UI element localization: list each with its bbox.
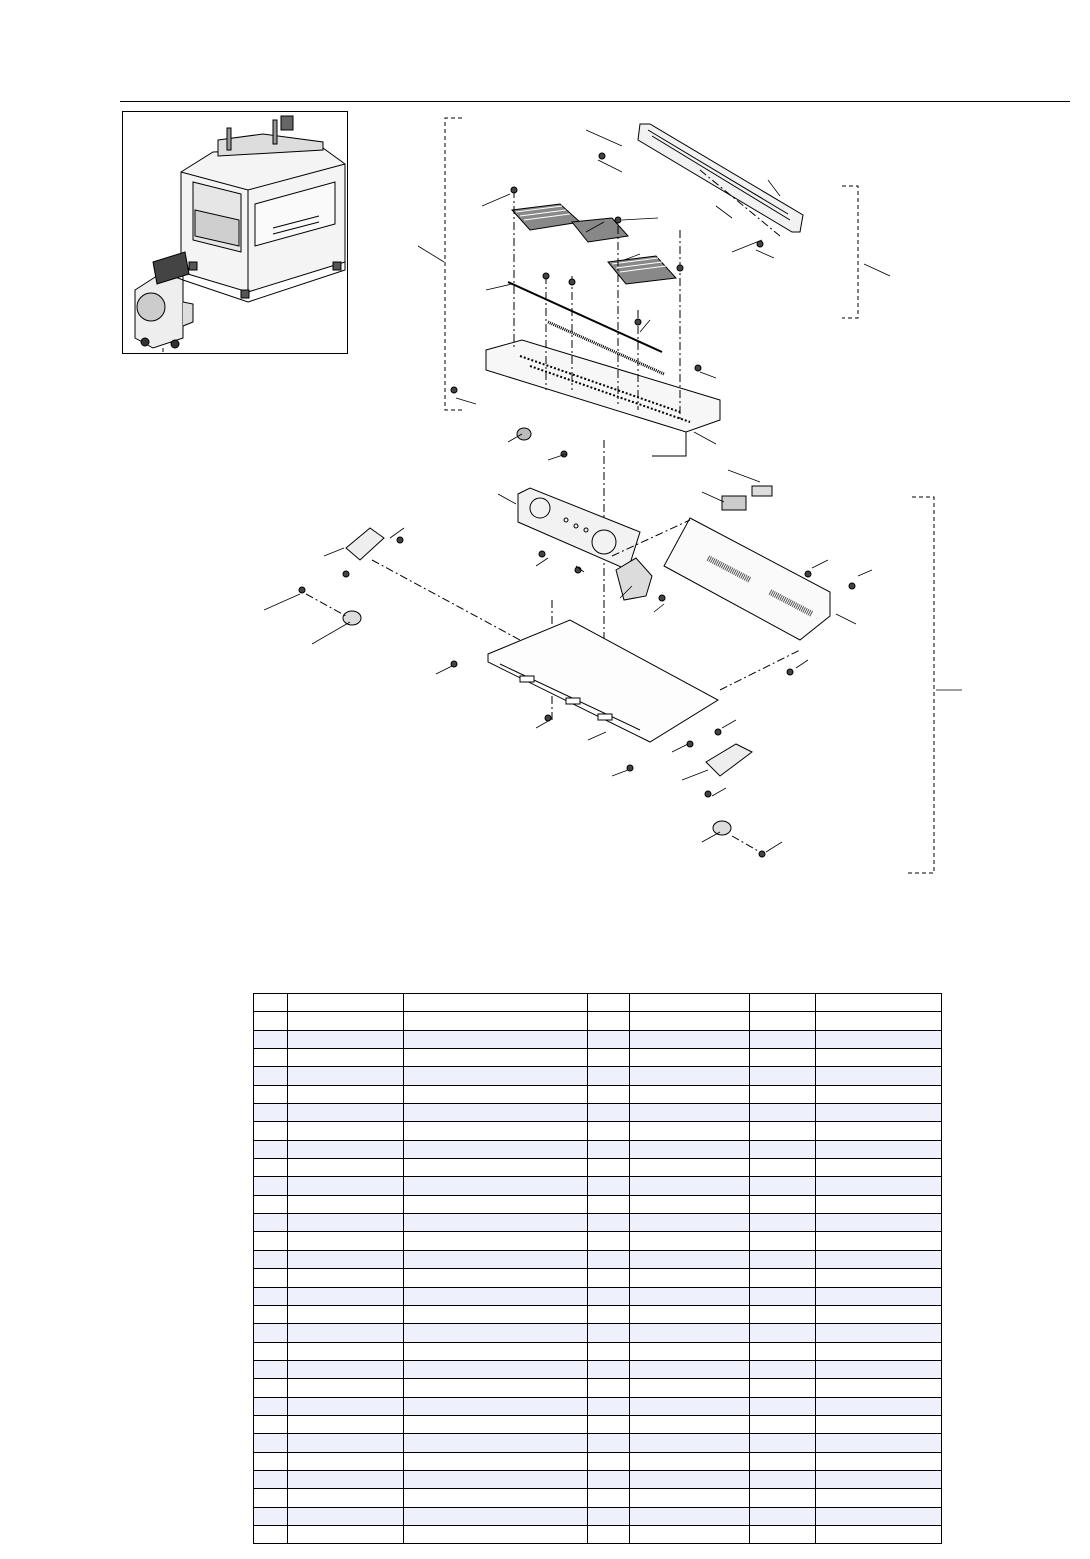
table-cell (588, 1232, 630, 1250)
table-row (254, 1452, 942, 1470)
table-cell (588, 1452, 630, 1470)
table-cell (254, 1122, 288, 1140)
table-cell (750, 1360, 816, 1378)
table-cell (404, 1470, 588, 1488)
table-cell (254, 1379, 288, 1397)
table-cell (288, 1452, 404, 1470)
table-cell (404, 1067, 588, 1085)
table-cell (288, 1140, 404, 1158)
table-cell (288, 1232, 404, 1250)
table-row (254, 1104, 942, 1122)
table-cell (404, 1177, 588, 1195)
table-cell (630, 1415, 750, 1433)
table-row (254, 1250, 942, 1268)
table-cell (288, 1324, 404, 1342)
table-cell (750, 1159, 816, 1177)
table-cell (254, 1305, 288, 1323)
table-cell (288, 1525, 404, 1543)
table-cell (588, 1250, 630, 1268)
table-cell (288, 1067, 404, 1085)
table-cell (816, 1342, 942, 1360)
table-cell (630, 1250, 750, 1268)
table-cell (630, 1122, 750, 1140)
table-row (254, 1397, 942, 1415)
table-cell (816, 1067, 942, 1085)
table-cell (588, 994, 630, 1012)
table-cell (404, 1360, 588, 1378)
guide-bar (508, 282, 662, 352)
table-cell (254, 1140, 288, 1158)
parts-list-table (253, 993, 942, 1544)
table-row (254, 1360, 942, 1378)
table-cell (254, 1085, 288, 1103)
table-cell (404, 1049, 588, 1067)
table-cell (588, 1012, 630, 1030)
table-cell (750, 1324, 816, 1342)
table-cell (288, 1287, 404, 1305)
table-cell (588, 1177, 630, 1195)
table-cell (254, 1415, 288, 1433)
table-cell (750, 1085, 816, 1103)
table-cell (254, 1030, 288, 1048)
table-cell (404, 1140, 588, 1158)
group-bracket-left (445, 118, 462, 410)
table-cell (588, 1195, 630, 1213)
table-row (254, 1214, 942, 1232)
table-cell (816, 1507, 942, 1525)
table-cell (404, 1104, 588, 1122)
table-cell (254, 1067, 288, 1085)
table-cell (816, 1397, 942, 1415)
table-cell (288, 1269, 404, 1287)
table-cell (588, 1397, 630, 1415)
table-row (254, 1434, 942, 1452)
table-cell (630, 1049, 750, 1067)
table-cell (404, 1379, 588, 1397)
table-cell (816, 1305, 942, 1323)
table-cell (404, 1305, 588, 1323)
table-cell (816, 1452, 942, 1470)
table-cell (404, 1195, 588, 1213)
gear-bracket (518, 488, 640, 570)
table-row (254, 1159, 942, 1177)
table-cell (816, 1525, 942, 1543)
table-row (254, 1012, 942, 1030)
table-cell (254, 1177, 288, 1195)
table-cell (254, 1360, 288, 1378)
table-cell (254, 1287, 288, 1305)
table-cell (404, 1287, 588, 1305)
table-cell (588, 1324, 630, 1342)
table-cell (588, 1287, 630, 1305)
table-cell (816, 1250, 942, 1268)
table-cell (588, 1214, 630, 1232)
table-cell (404, 1122, 588, 1140)
table-cell (254, 1507, 288, 1525)
table-cell (816, 1470, 942, 1488)
table-cell (588, 1122, 630, 1140)
table-cell (750, 1195, 816, 1213)
table-cell (588, 1507, 630, 1525)
table-cell (588, 1085, 630, 1103)
table-cell (630, 1214, 750, 1232)
table-cell (288, 1122, 404, 1140)
table-cell (750, 1452, 816, 1470)
table-cell (254, 994, 288, 1012)
table-row (254, 1305, 942, 1323)
table-cell (254, 1452, 288, 1470)
table-cell (288, 1342, 404, 1360)
table-cell (816, 1140, 942, 1158)
table-row (254, 1287, 942, 1305)
table-row (254, 1324, 942, 1342)
table-cell (404, 1159, 588, 1177)
table-cell (254, 1397, 288, 1415)
table-cell (404, 1489, 588, 1507)
table-cell (816, 1159, 942, 1177)
table-cell (404, 994, 588, 1012)
table-cell (630, 1067, 750, 1085)
table-cell (404, 1250, 588, 1268)
table-cell (588, 1067, 630, 1085)
table-cell (404, 1030, 588, 1048)
table-cell (404, 1342, 588, 1360)
table-cell (750, 1287, 816, 1305)
table-cell (750, 1342, 816, 1360)
table-cell (588, 1470, 630, 1488)
table-cell (288, 1104, 404, 1122)
table-cell (750, 1214, 816, 1232)
table-cell (254, 1214, 288, 1232)
table-cell (288, 1085, 404, 1103)
right-small-bracket (706, 744, 752, 776)
table-cell (588, 1140, 630, 1158)
table-cell (254, 1250, 288, 1268)
table-cell (588, 1269, 630, 1287)
table-cell (254, 1012, 288, 1030)
table-row (254, 1489, 942, 1507)
table-cell (588, 1049, 630, 1067)
table-cell (588, 1305, 630, 1323)
table-cell (750, 1415, 816, 1433)
table-cell (750, 1232, 816, 1250)
table-cell (816, 1049, 942, 1067)
table-cell (750, 1470, 816, 1488)
table-cell (588, 1415, 630, 1433)
table-cell (254, 1269, 288, 1287)
table-row (254, 1342, 942, 1360)
table-cell (750, 1067, 816, 1085)
table-cell (630, 1232, 750, 1250)
table-cell (630, 1104, 750, 1122)
table-cell (588, 1360, 630, 1378)
table-cell (254, 1434, 288, 1452)
table-cell (288, 1214, 404, 1232)
table-cell (254, 1049, 288, 1067)
table-cell (816, 1415, 942, 1433)
table-cell (404, 1415, 588, 1433)
table-cell (404, 1434, 588, 1452)
table-cell (630, 1507, 750, 1525)
table-cell (816, 1360, 942, 1378)
table-cell (750, 1049, 816, 1067)
table-row (254, 1415, 942, 1433)
table-cell (588, 1030, 630, 1048)
table-row (254, 1177, 942, 1195)
table-cell (816, 1214, 942, 1232)
table-cell (288, 1379, 404, 1397)
table-cell (750, 1305, 816, 1323)
table-cell (630, 1434, 750, 1452)
table-cell (630, 1379, 750, 1397)
table-cell (816, 1012, 942, 1030)
table-cell (254, 1324, 288, 1342)
table-cell (816, 1269, 942, 1287)
table-row (254, 1049, 942, 1067)
table-cell (588, 1379, 630, 1397)
table-cell (288, 1250, 404, 1268)
table-cell (816, 1030, 942, 1048)
table-cell (404, 1324, 588, 1342)
table-row (254, 1140, 942, 1158)
table-cell (816, 1177, 942, 1195)
table-cell (254, 1342, 288, 1360)
table-row (254, 1122, 942, 1140)
table-cell (630, 1452, 750, 1470)
table-cell (816, 1104, 942, 1122)
table-cell (750, 1250, 816, 1268)
table-row (254, 1269, 942, 1287)
table-cell (816, 1379, 942, 1397)
table-cell (630, 1140, 750, 1158)
table-cell (404, 1525, 588, 1543)
table-cell (404, 1452, 588, 1470)
table-cell (750, 1434, 816, 1452)
table-cell (254, 1159, 288, 1177)
table-cell (588, 1104, 630, 1122)
table-cell (254, 1195, 288, 1213)
table-cell (288, 1012, 404, 1030)
table-cell (254, 1489, 288, 1507)
table-cell (630, 1305, 750, 1323)
table-cell (750, 1269, 816, 1287)
table-cell (750, 1177, 816, 1195)
table-cell (630, 1324, 750, 1342)
table-cell (254, 1104, 288, 1122)
table-row (254, 1030, 942, 1048)
table-cell (288, 1030, 404, 1048)
table-cell (404, 1214, 588, 1232)
table-cell (254, 1525, 288, 1543)
table-cell (750, 1525, 816, 1543)
table-cell (288, 1397, 404, 1415)
table-cell (750, 1507, 816, 1525)
table-cell (404, 1012, 588, 1030)
table-cell (750, 1104, 816, 1122)
table-cell (288, 1305, 404, 1323)
table-cell (588, 1525, 630, 1543)
table-cell (288, 1159, 404, 1177)
table-cell (588, 1159, 630, 1177)
table-cell (254, 1232, 288, 1250)
table-cell (750, 1122, 816, 1140)
table-cell (404, 1232, 588, 1250)
table-cell (288, 1360, 404, 1378)
table-cell (404, 1397, 588, 1415)
table-cell (630, 1177, 750, 1195)
table-cell (288, 1470, 404, 1488)
table-cell (630, 1030, 750, 1048)
table-row (254, 1195, 942, 1213)
table-cell (750, 1397, 816, 1415)
table-cell (288, 1415, 404, 1433)
table-cell (630, 1195, 750, 1213)
table-cell (816, 1434, 942, 1452)
table-cell (816, 1122, 942, 1140)
group-bracket-lower-right (906, 497, 934, 873)
table-cell (750, 1140, 816, 1158)
table-cell (288, 1507, 404, 1525)
table-row (254, 1379, 942, 1397)
table-row (254, 1525, 942, 1543)
table-cell (816, 1324, 942, 1342)
table-cell (630, 1085, 750, 1103)
group-bracket-upper-right (842, 186, 858, 318)
table-cell (630, 1360, 750, 1378)
table-cell (630, 1287, 750, 1305)
table-cell (816, 1085, 942, 1103)
table-cell (750, 1012, 816, 1030)
table-row (254, 1067, 942, 1085)
table-row (254, 1507, 942, 1525)
table-cell (630, 1470, 750, 1488)
table-cell (588, 1342, 630, 1360)
table-cell (630, 994, 750, 1012)
table-cell (816, 1489, 942, 1507)
table-cell (288, 1049, 404, 1067)
table-cell (630, 1397, 750, 1415)
table-cell (816, 994, 942, 1012)
table-cell (404, 1085, 588, 1103)
table-cell (750, 1030, 816, 1048)
table-row (254, 1232, 942, 1250)
table-cell (630, 1269, 750, 1287)
table-cell (630, 1489, 750, 1507)
table-cell (288, 1195, 404, 1213)
table-cell (588, 1489, 630, 1507)
table-cell (816, 1195, 942, 1213)
table-row (254, 1470, 942, 1488)
table-cell (404, 1269, 588, 1287)
table-cell (816, 1232, 942, 1250)
table-cell (588, 1434, 630, 1452)
table-cell (404, 1507, 588, 1525)
table-cell (630, 1342, 750, 1360)
table-cell (288, 1434, 404, 1452)
table-header-row (254, 994, 942, 1012)
table-cell (630, 1525, 750, 1543)
table-cell (750, 994, 816, 1012)
table-cell (750, 1379, 816, 1397)
table-cell (816, 1287, 942, 1305)
table-cell (630, 1159, 750, 1177)
table-cell (288, 994, 404, 1012)
table-row (254, 1085, 942, 1103)
table-cell (288, 1489, 404, 1507)
table-cell (288, 1177, 404, 1195)
table-cell (750, 1489, 816, 1507)
table-cell (254, 1470, 288, 1488)
left-small-bracket (346, 528, 384, 560)
table-cell (630, 1012, 750, 1030)
